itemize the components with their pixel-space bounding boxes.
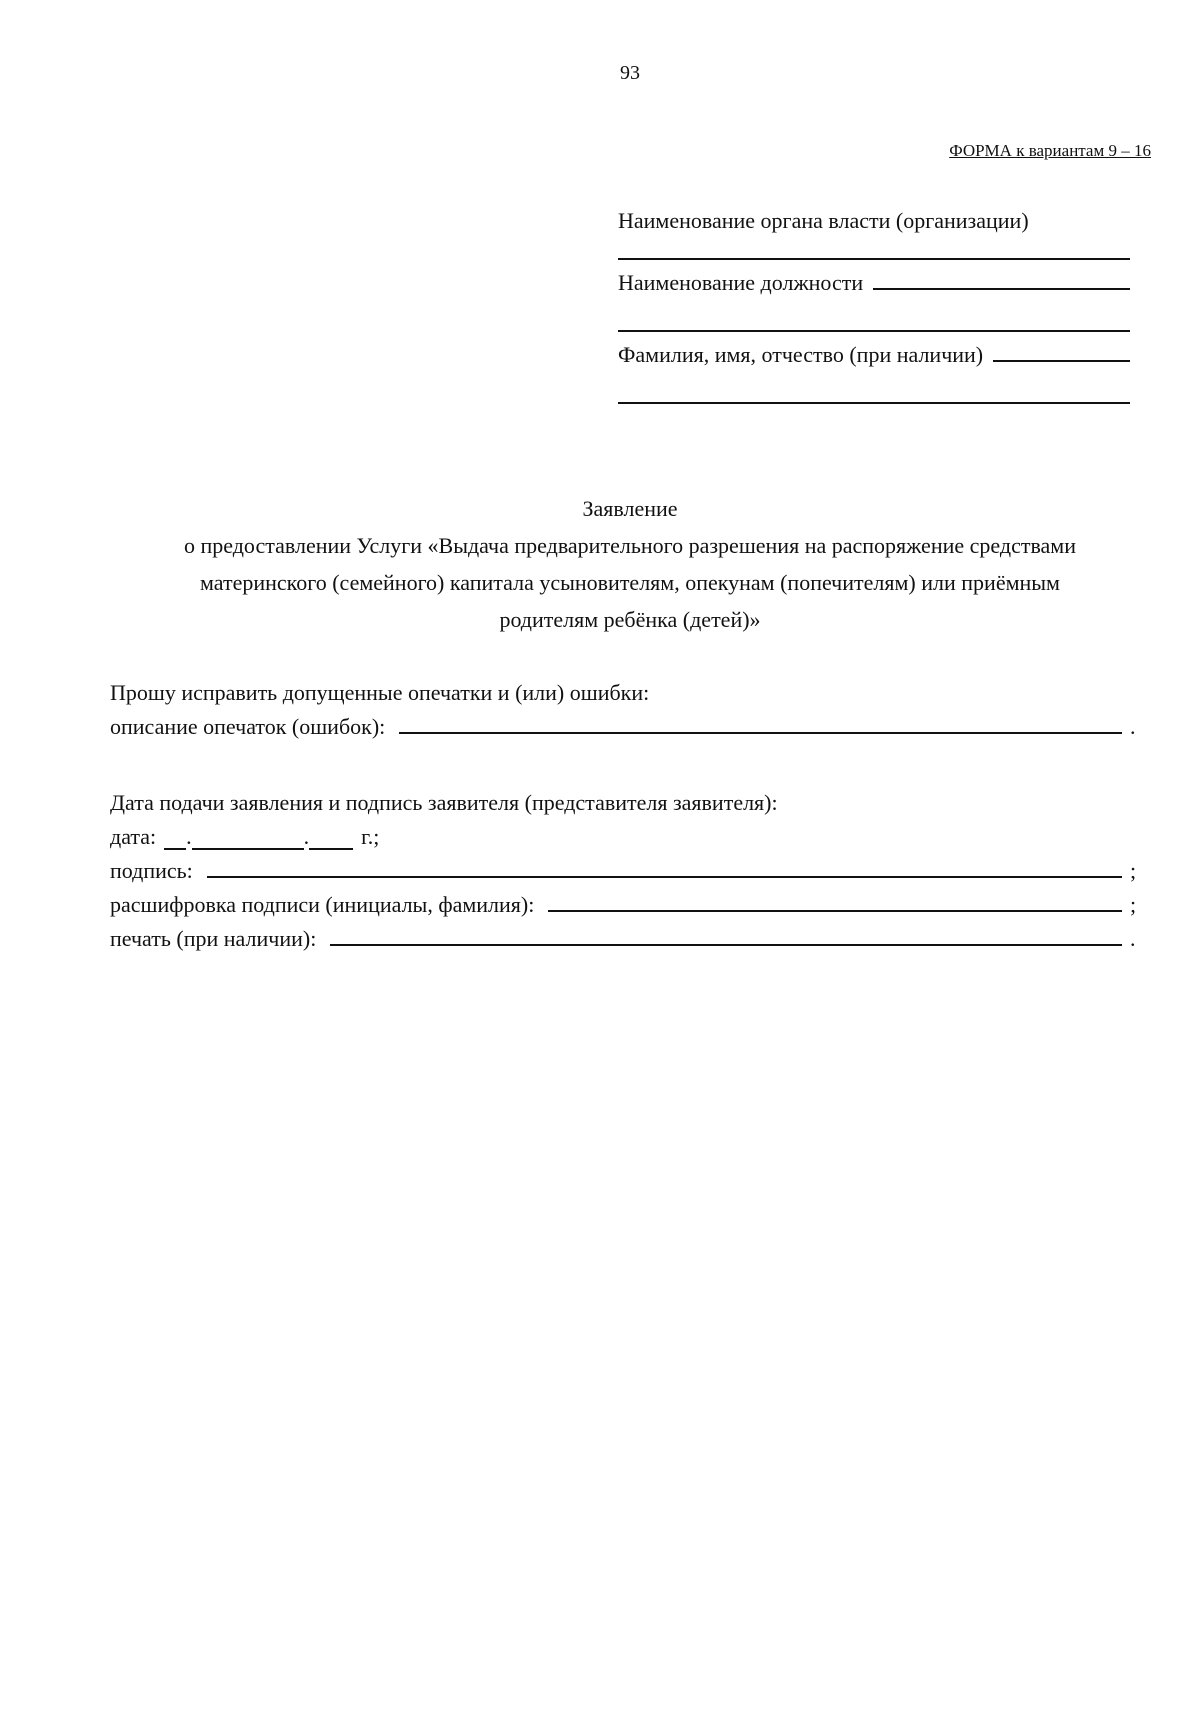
full-name-row <box>618 332 1130 368</box>
request-intro: Прошу исправить допущенные опечатки и (или) ошибки: <box>110 680 650 705</box>
request-intro-line <box>110 672 1140 706</box>
stamp-label: печать (при наличии): <box>110 926 317 951</box>
signature-line <box>110 850 1140 884</box>
page-number: 93 <box>620 62 640 84</box>
decoding-field[interactable] <box>548 910 1122 912</box>
request-block <box>110 672 1140 740</box>
errors-end: . <box>1130 714 1136 739</box>
position-row <box>618 260 1130 296</box>
signature-intro-line <box>110 782 1140 816</box>
stamp-line <box>110 918 1140 952</box>
signature-block <box>110 782 1140 952</box>
recipient-block <box>618 198 1130 404</box>
title-heading: Заявление <box>582 496 678 521</box>
errors-label: описание опечаток (ошибок): <box>110 714 386 739</box>
full-name-field[interactable] <box>993 360 1130 362</box>
decoding-end: ; <box>1130 892 1137 917</box>
signature-label: подпись: <box>110 858 193 883</box>
application-title <box>80 490 1180 638</box>
date-label: дата: <box>110 824 157 849</box>
date-month-field[interactable] <box>192 828 304 850</box>
form-reference: ФОРМА к вариантам 9 – 16 <box>949 141 1151 160</box>
org-name-label-row <box>618 198 1130 234</box>
decoding-line <box>110 884 1140 918</box>
date-suffix: г.; <box>361 824 380 849</box>
errors-line <box>110 706 1140 740</box>
decoding-label: расшифровка подписи (инициалы, фамилия): <box>110 892 535 917</box>
position-field[interactable] <box>873 288 1130 290</box>
full-name-label: Фамилия, имя, отчество (при наличии) <box>618 342 984 367</box>
full-name-field-continuation[interactable] <box>618 402 1130 404</box>
date-day-field[interactable] <box>164 828 186 850</box>
signature-end: ; <box>1130 858 1137 883</box>
position-label: Наименование должности <box>618 270 864 295</box>
date-dot-1: . <box>186 824 192 849</box>
title-line-3: родителям ребёнка (детей)» <box>499 607 761 632</box>
date-line <box>110 816 1140 850</box>
stamp-end: . <box>1130 926 1136 951</box>
errors-field[interactable] <box>399 732 1122 734</box>
date-year-field[interactable] <box>309 828 353 850</box>
org-name-label: Наименование органа власти (организации) <box>618 208 1029 233</box>
date-dot-2: . <box>303 824 310 849</box>
title-line-1: о предоставлении Услуги «Выдача предварительного разрешения на распоряжение средствами <box>183 533 1077 558</box>
stamp-field[interactable] <box>330 944 1122 946</box>
signature-field[interactable] <box>207 876 1122 878</box>
title-line-2: материнского (семейного) капитала усыновителям, опекунам (попечителям) или приёмным <box>200 570 1060 595</box>
signature-intro: Дата подачи заявления и подпись заявителя (представителя заявителя): <box>110 790 778 815</box>
